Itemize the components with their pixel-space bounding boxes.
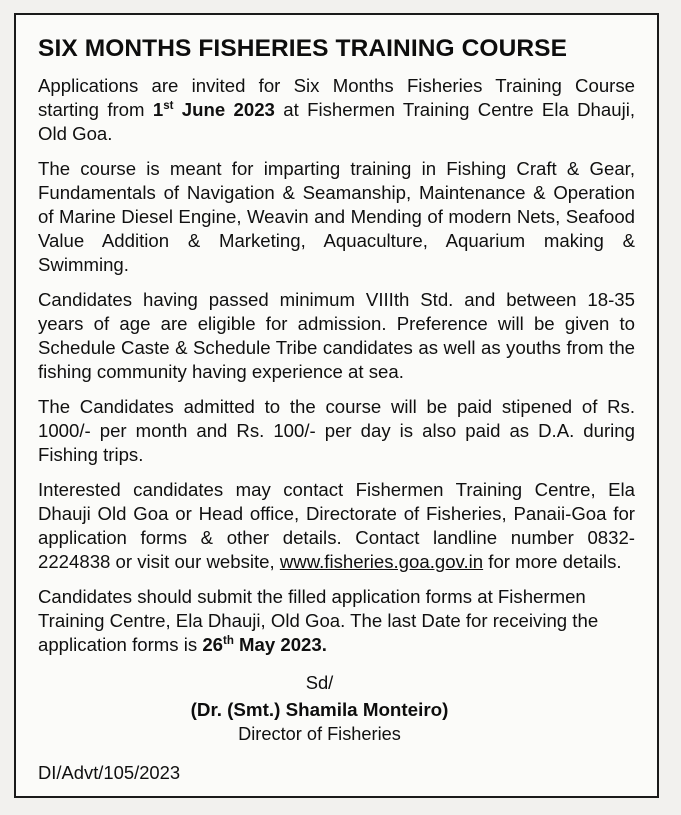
notice-box [14,13,659,798]
paragraph-submission-deadline [38,585,635,657]
signature-sd: Sd/ [305,672,334,694]
paragraph-contact [38,478,635,574]
para1-text-a: Applications are invited for Six Months Fisheries Training Course starting from [38,75,635,121]
website-link[interactable]: www.fisheries.goa.gov.in [279,551,484,573]
start-date-bold [153,99,275,120]
para5-text-b: for more details. [483,551,622,573]
advertisement-reference: DI/Advt/105/2023 [38,762,181,783]
page-title: SIX MONTHS FISHERIES TRAINING COURSE [38,35,568,62]
start-date-month-year: June 2023 [173,99,275,121]
last-date-bold [202,634,327,655]
signature-block [38,671,635,747]
last-date-day: 26 [202,634,223,656]
signatory-name: (Dr. (Smt.) Shamila Monteiro) [190,699,449,721]
para6-text-a: Candidates should submit the filled application forms at Fishermen Training Centre, Ela Dhauji, Old Goa. The last Date for receiving the application forms is [38,586,599,656]
start-date-ordinal: st [163,100,174,113]
paragraph-stipend: The Candidates admitted to the course will be paid stipened of Rs. 1000/- per month and Rs. 100/- per day is also paid as D.A. during Fishing trips. [38,396,635,466]
paragraph-eligibility: Candidates having passed minimum VIIIth Std. and between 18-35 years of age are eligible for admission. Preference will be given to Schedule Caste & Schedule Tribe candidates as well as youths from the fishing community having experience at sea. [38,289,635,383]
last-date-ordinal: th [223,634,234,647]
para1-text-b: at Fishermen Training Centre Ela Dhauji, Old Goa. [38,99,636,145]
paragraph-applications-invited [38,74,635,146]
para5-text-a: Interested candidates may contact Fishermen Training Centre, Ela Dhauji Old Goa or Head office, Directorate of Fisheries, Panaii-Goa for application forms & other details. Contact landline number 0832-2224838 or visit our website, [38,479,635,573]
last-date-month-year: May 2023. [233,634,327,656]
paragraph-course-content: The course is meant for imparting training in Fishing Craft & Gear, Fundamentals of Navigation & Seamanship, Maintenance & Operation of Marine Diesel Engine, Weavin and Mending of modern Nets, Seafood Value Addition & Marketing, Aquaculture, Aquarium making & Swimming. [38,158,635,276]
signatory-designation: Director of Fisheries [238,724,401,745]
start-date-day: 1 [152,99,164,121]
